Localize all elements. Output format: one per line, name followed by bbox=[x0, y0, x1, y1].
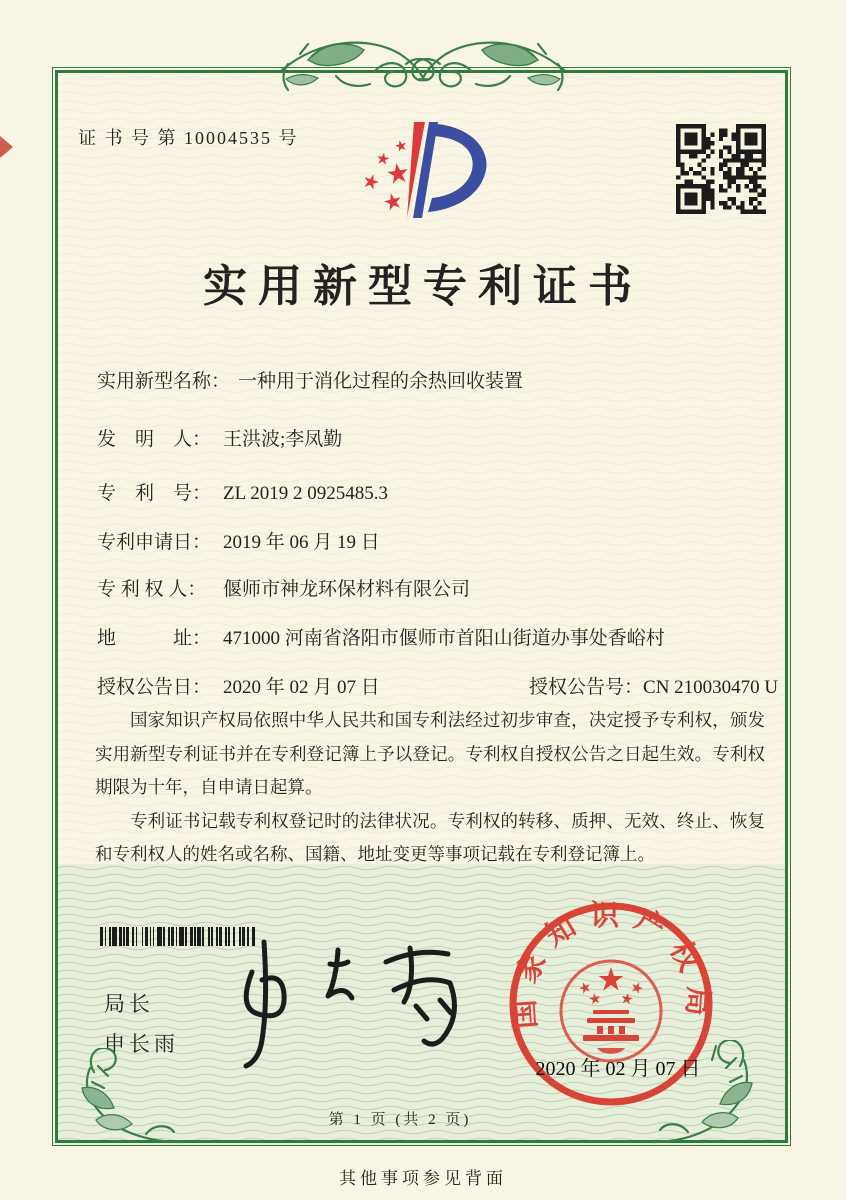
certificate-title: 实用新型专利证书 bbox=[203, 262, 643, 311]
seal-text: 国家知识产权局 bbox=[507, 899, 715, 1030]
qr-code-icon bbox=[676, 124, 766, 214]
legal-paragraph-2: 专利证书记载专利权登记时的法律状况。专利权的转移、质押、无效、终止、恢复和专利权人的姓名或名称、国籍、地址变更等事项记载在专利登记簿上。 bbox=[95, 810, 765, 865]
patent-no-label: 专 利 号： bbox=[97, 483, 212, 504]
cnipa-patent-logo-icon bbox=[346, 112, 504, 230]
grant-date-value: 2020 年 02 月 07 日 bbox=[223, 677, 380, 698]
grant-no-value: CN 210030470 U bbox=[643, 677, 779, 698]
seal-date: 2020 年 02 月 07 日 bbox=[535, 1058, 701, 1080]
commissioner-name: 申长雨 bbox=[104, 1032, 179, 1056]
certificate-number: 证 书 号 第 10004535 号 bbox=[78, 128, 299, 148]
field-row-address bbox=[97, 623, 665, 650]
floral-corner-left bbox=[58, 1048, 188, 1148]
signature-icon bbox=[218, 928, 478, 1076]
field-row-patent-no bbox=[97, 478, 388, 505]
utility-name-label: 实用新型名称： bbox=[97, 371, 231, 392]
inventor-value: 王洪波;李凤勤 bbox=[223, 429, 343, 450]
field-row-utility-name bbox=[97, 366, 523, 393]
commissioner-title: 局长 bbox=[104, 992, 154, 1016]
patentee-value: 偃师市神龙环保材料有限公司 bbox=[223, 579, 471, 600]
page-number: 第 1 页 (共 2 页) bbox=[328, 1112, 472, 1128]
back-side-note: 其他事项参见背面 bbox=[339, 1169, 507, 1188]
red-edge-mark bbox=[0, 136, 13, 158]
address-value: 471000 河南省洛阳市偃师市首阳山街道办事处香峪村 bbox=[223, 628, 665, 649]
dragon-ornament bbox=[278, 20, 568, 100]
legal-text bbox=[95, 704, 765, 872]
field-row-patentee bbox=[97, 574, 470, 601]
address-label: 地 址： bbox=[97, 628, 212, 649]
inventor-label: 发 明 人： bbox=[97, 429, 212, 450]
patent-no-value: ZL 2019 2 0925485.3 bbox=[223, 483, 389, 504]
grant-no-label: 授权公告号： bbox=[529, 677, 644, 698]
filing-date-label: 专利申请日： bbox=[97, 532, 212, 553]
patentee-label: 专 利 权 人： bbox=[97, 579, 207, 600]
field-row-inventor bbox=[97, 424, 342, 451]
legal-paragraph-1: 国家知识产权局依照中华人民共和国专利法经过初步审查，决定授予专利权，颁发实用新型专利证书并在专利登记簿上予以登记。专利权自授权公告之日起生效。专利权期限为十年，自申请日起算。 bbox=[95, 710, 765, 798]
grant-date-label: 授权公告日： bbox=[97, 677, 212, 698]
field-row-filing-date bbox=[97, 527, 380, 554]
field-row-grant bbox=[97, 672, 797, 699]
grant-no-pair bbox=[529, 672, 778, 699]
filing-date-value: 2019 年 06 月 19 日 bbox=[223, 532, 380, 553]
utility-name-value: 一种用于消化过程的余热回收装置 bbox=[238, 371, 524, 392]
